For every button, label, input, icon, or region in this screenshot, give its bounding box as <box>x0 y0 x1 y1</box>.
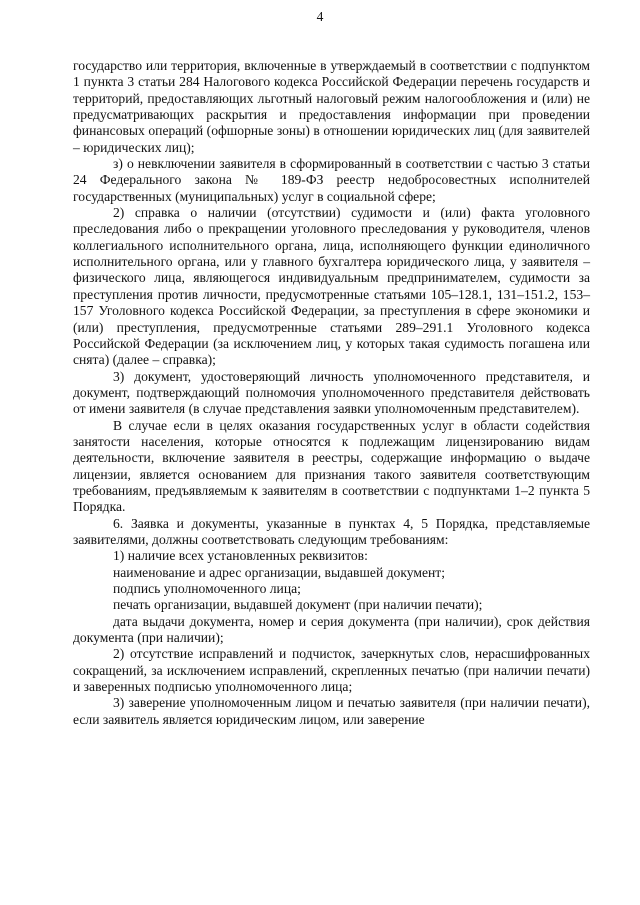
page-number: 4 <box>316 9 324 24</box>
paragraph-6-1: 1) наличие всех установленных реквизитов: <box>113 548 368 564</box>
paragraph-z: з) о невключении заявителя в сформированный в соответствии с частью 3 статьи 24 Федерального закона № 189-ФЗ реестр недобросовестных исполнителей государственных (муниципальных) услуг в социальной сфере; <box>73 156 590 204</box>
body-text <box>73 58 590 728</box>
paragraph-6-1-seal: печать организации, выдавшей документ (при наличии печати); <box>113 597 483 613</box>
paragraph-6: 6. Заявка и документы, указанные в пунктах 4, 5 Порядка, представляемые заявителями, должны соответствовать следующим требованиям: <box>73 515 590 547</box>
paragraph-6-1-signature: подпись уполномоченного лица; <box>113 581 301 596</box>
paragraph-licensing: В случае если в целях оказания государственных услуг в области содействия занятости населения, которые относятся к подлежащим лицензированию видам деятельности, включение заявителя в реестры, содержащие информацию о выдаче лицензии, является основанием для признания такого заявителя соответствующим требованиям, предъявляемым к заявителям в соответствии с подпунктами 1–2 пункта 5 Порядка. <box>73 417 590 515</box>
paragraph-6-1-name: наименование и адрес организации, выдавшей документ; <box>113 564 446 580</box>
paragraph-6-1-date: дата выдачи документа, номер и серия документа (при наличии), срок действия документа (при наличии); <box>73 613 590 646</box>
paragraph-continuation: государство или территория, включенные в утверждаемый в соответствии с подпунктом 1 пункта 3 статьи 284 Налогового кодекса Российской Федерации перечень государств и территорий, предоставляющих льготный налоговый режим налогообложения и (или) не предусматривающих раскрытия и предоставления информации при проведении финансовых операций (офшорные зоны) в отношении юридических лиц (для заявителей – юридических лиц); <box>73 58 590 155</box>
paragraph-6-2: 2) отсутствие исправлений и подчисток, зачеркнутых слов, нерасшифрованных сокращений, за исключением исправлений, скрепленных печатью (при наличии печати) и заверенных подписью уполномоченного лица; <box>73 646 590 695</box>
paragraph-3: 3) документ, удостоверяющий личность уполномоченного представителя, и документ, подтверждающий полномочия уполномоченного представителя действовать от имени заявителя (в случае представления заявки уполномоченным представителем). <box>73 368 590 417</box>
paragraph-6-3: 3) заверение уполномоченным лицом и печатью заявителя (при наличии печати), если заявитель является юридическим лицом, или заверение <box>73 695 590 727</box>
paragraph-2: 2) справка о наличии (отсутствии) судимости и (или) факта уголовного преследования либо о прекращении уголовного преследования у руководителя, членов коллегиального исполнительного органа, лица, исполняющего функции единоличного исполнительного органа, или у главного бухгалтера юридического лица, у заявителя – физического лица, являющегося индивидуальным предпринимателем, судимости за преступления против личности, предусмотренные статьями 105–128.1, 131–151.2, 153–157 Уголовного кодекса Российской Федерации, за преступления в сфере экономики и (или) преступления, предусмотренные статьями 289–291.1 Уголовного кодекса Российской Федерации (за исключением лиц, у которых такая судимость погашена или снята) (далее – справка); <box>73 205 590 368</box>
